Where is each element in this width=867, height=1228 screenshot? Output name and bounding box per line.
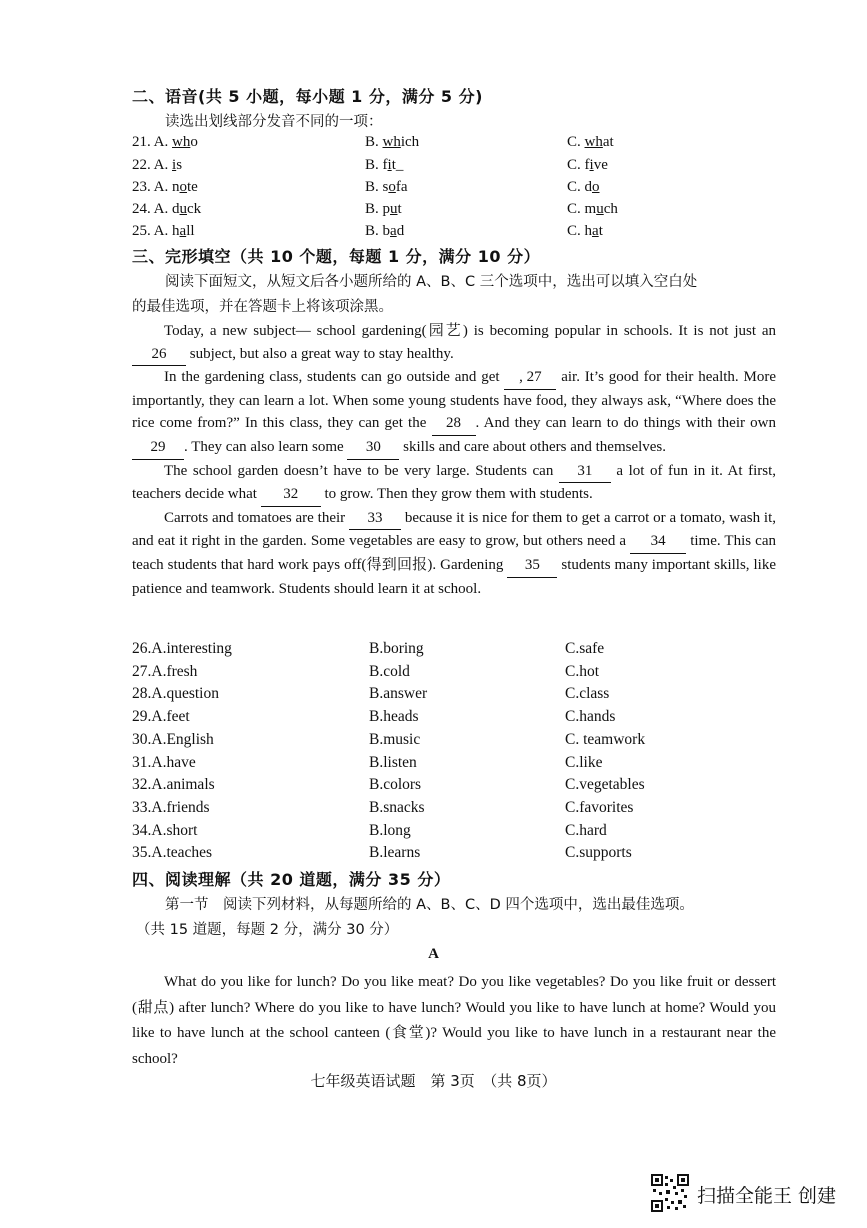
cloze-option-a: 31.A.have [132,753,196,771]
cloze-text: . They can also learn some [184,438,348,455]
underlined-letters: i [172,157,177,173]
option-text: te [187,179,198,195]
phonetics-option [132,223,195,240]
option-text: ve [593,157,608,173]
cloze-text: The school garden doesn’t have to be very large. Students can [164,462,559,479]
cloze-text: students many important skills, like patience and teamwork. Students should learn it at school. [132,556,776,597]
cloze-paragraph-3 [132,460,776,507]
underlined-letters: o [388,179,396,195]
cloze-option-a: 33.A.friends [132,798,210,816]
blank-28: 28 [432,412,476,436]
option-text: C. [567,201,585,217]
phonetics-option [365,223,404,240]
option-text: ich [400,134,420,150]
option-text: B. [365,134,383,150]
cloze-option-c: C.like [565,753,603,771]
option-text: ll [186,223,195,239]
option-text: B. [365,201,383,217]
option-text: p [382,201,391,217]
option-text: C. [567,179,585,195]
cloze-option-c: C.supports [565,844,632,862]
underlined-letters: u [596,201,604,217]
section3-heading: 三、完形填空（共 10 个题，每题 1 分，满分 10 分） [132,247,541,266]
option-text: d [172,201,180,217]
cloze-text: Carrots and tomatoes are their [164,509,349,526]
cloze-text: a lot of fun in it. At first, teachers decide what [132,462,776,503]
option-text: 22. A. [132,157,173,173]
qr-code-icon [651,1174,689,1212]
underlined-letters: a [179,223,187,239]
cloze-option-b: B.cold [369,662,410,680]
cloze-option-c: C.class [565,685,610,703]
option-text: at [602,134,614,150]
underlined-letters: u [390,201,398,217]
cloze-option-a: 28.A.question [132,685,219,703]
passage-label: A [428,946,439,962]
option-text: t [598,223,603,239]
cloze-option-a: 30.A.English [132,730,214,748]
blank-27: , 27 [504,366,556,390]
cloze-paragraph-2 [132,366,776,459]
option-text: t [397,201,402,217]
underlined-letters: a [592,223,599,239]
blank-35: 35 [507,554,557,578]
option-text: 23. A. [132,179,173,195]
option-text: s [382,179,389,195]
option-text: b [382,223,391,239]
option-text: n [172,179,180,195]
option-text: o [190,134,198,150]
option-text: d [584,179,593,195]
cloze-option-c: C.safe [565,640,605,657]
option-text: B. [365,179,383,195]
underlined-letters: u [179,201,188,217]
cloze-option-b: B.snacks [369,798,425,816]
phonetics-option [567,201,618,218]
cloze-option-a: 26.A.interesting [132,640,232,657]
section3-instruction-1: 阅读下面短文，从短文后各小题所给的 A、B、C 三个选项中，选出可以填入空白处 [165,274,698,290]
cloze-option-c: C.vegetables [565,776,645,794]
blank-26: 26 [132,343,186,367]
cloze-option-c: C. teamwork [565,730,646,748]
section3-instruction-2: 的最佳选项，并在答题卡上将该项涂黑。 [132,299,393,315]
blank-31: 31 [559,460,611,484]
cloze-text: time. This can teach students that hard work pays off(得到回报). Gardening [132,533,776,573]
cloze-option-b: B.heads [369,708,419,726]
reading-passage-text: What do you like for lunch? Do you like meat? Do you like vegetables? Do you like fruit or dessert (甜点) after lunch? Where do you like to have lunch? Would you like to have lunch at home? Would you like to have lunch at the school canteen (食堂)? Would you like to have lunch in a restaurant near the school? [132,974,776,1067]
cloze-option-c: C.hard [565,821,607,839]
cloze-passage [132,320,776,600]
cloze-option-a: 32.A.animals [132,776,215,794]
cloze-option-a: 34.A.short [132,821,198,839]
blank-33: 33 [349,507,401,531]
cloze-text: Today, a new subject— school gardening(园艺) is becoming popular in schools. It is not just an [164,323,776,339]
cloze-option-b: B.colors [369,776,422,794]
cloze-text: air. It’s good for their health. More importantly, they can learn a lot. When some young students have food, they always ask, “Where does the rice come from?” In this class, they can get the [132,369,776,432]
phonetics-option [365,179,408,196]
cloze-option-b: B.long [369,821,411,839]
option-text: h [172,223,180,239]
option-text: d [396,223,405,239]
blank-34: 34 [630,530,686,554]
underlined-letters: wh [382,134,401,150]
phonetics-option [567,157,608,174]
underlined-letters: o [592,179,600,195]
phonetics-option [365,134,419,151]
phonetics-option [567,223,603,240]
section4-instruction-2: （共 15 道题，每题 2 分，满分 30 分） [136,922,399,938]
option-text: C. [567,134,585,150]
option-text: C. [567,157,585,173]
option-text: m [584,201,597,217]
cloze-paragraph-1 [132,320,776,366]
section2-heading: 二、语音(共 5 小题，每小题 1 分，满分 5 分) [132,87,483,106]
option-text: ck [187,201,202,217]
phonetics-option [365,157,403,174]
blank-32: 32 [261,483,321,507]
cloze-option-c: C.hands [565,708,616,726]
phonetics-option [132,201,201,218]
cloze-option-a: 35.A.teaches [132,844,213,862]
cloze-text: subject, but also a great way to stay healthy. [186,345,454,362]
cloze-option-b: B.listen [369,753,417,771]
cloze-option-b: B.learns [369,844,421,862]
reading-passage [132,970,776,1072]
underlined-letters: wh [172,134,191,150]
cloze-option-b: B.answer [369,685,428,703]
cloze-text: to grow. Then they grow them with students. [320,486,593,503]
section4-instruction-1: 第一节 阅读下列材料，从每题所给的 A、B、C、D 四个选项中，选出最佳选项。 [165,897,694,913]
underlined-letters: o [179,179,188,195]
blank-30: 30 [347,436,399,460]
phonetics-option [567,134,614,151]
option-text: t_ [391,157,404,173]
option-text: f [382,157,388,173]
option-text: C. [567,223,585,239]
option-text: B. [365,223,383,239]
option-text: 24. A. [132,201,173,217]
underlined-letters: wh [584,134,603,150]
option-text: h [584,223,593,239]
option-text: 25. A. [132,223,173,239]
page-footer: 七年级英语试题 第 3页 （共 8页） [310,1072,557,1090]
underlined-letters: i [589,157,594,173]
section4-heading: 四、阅读理解（共 20 道题，满分 35 分） [132,870,451,889]
cloze-option-c: C.hot [565,662,600,680]
scanner-watermark: 扫描全能王 创建 [697,1185,837,1207]
blank-29: 29 [132,436,184,460]
cloze-option-b: B.boring [369,640,424,657]
cloze-option-c: C.favorites [565,798,634,816]
cloze-text: In the gardening class, students can go outside and get [164,369,505,386]
phonetics-option [365,201,402,218]
phonetics-option [132,157,182,174]
phonetics-option [567,179,600,196]
cloze-option-a: 29.A.feet [132,708,190,726]
cloze-text: skills and care about others and themselves. [399,438,667,455]
section2-instruction: 读选出划线部分发音不同的一项： [165,114,383,130]
underlined-letters: i [387,157,392,173]
cloze-option-a: 27.A.fresh [132,662,198,680]
underlined-letters: a [390,223,397,239]
option-text: fa [395,179,408,195]
option-text: 21. A. [132,134,173,150]
option-text: ch [603,201,618,217]
phonetics-option [132,179,198,196]
cloze-paragraph-4 [132,507,776,600]
cloze-text: . And they can learn to do things with their own [475,415,776,432]
option-text: f [584,157,590,173]
option-text: B. [365,157,383,173]
phonetics-option [132,134,198,151]
cloze-option-b: B.music [369,730,421,748]
cloze-text: because it is nice for them to get a carrot or a tomato, wash it, and eat it right in the garden. Some vegetables are easy to grow, but others need a [132,509,776,550]
option-text: s [176,157,183,173]
